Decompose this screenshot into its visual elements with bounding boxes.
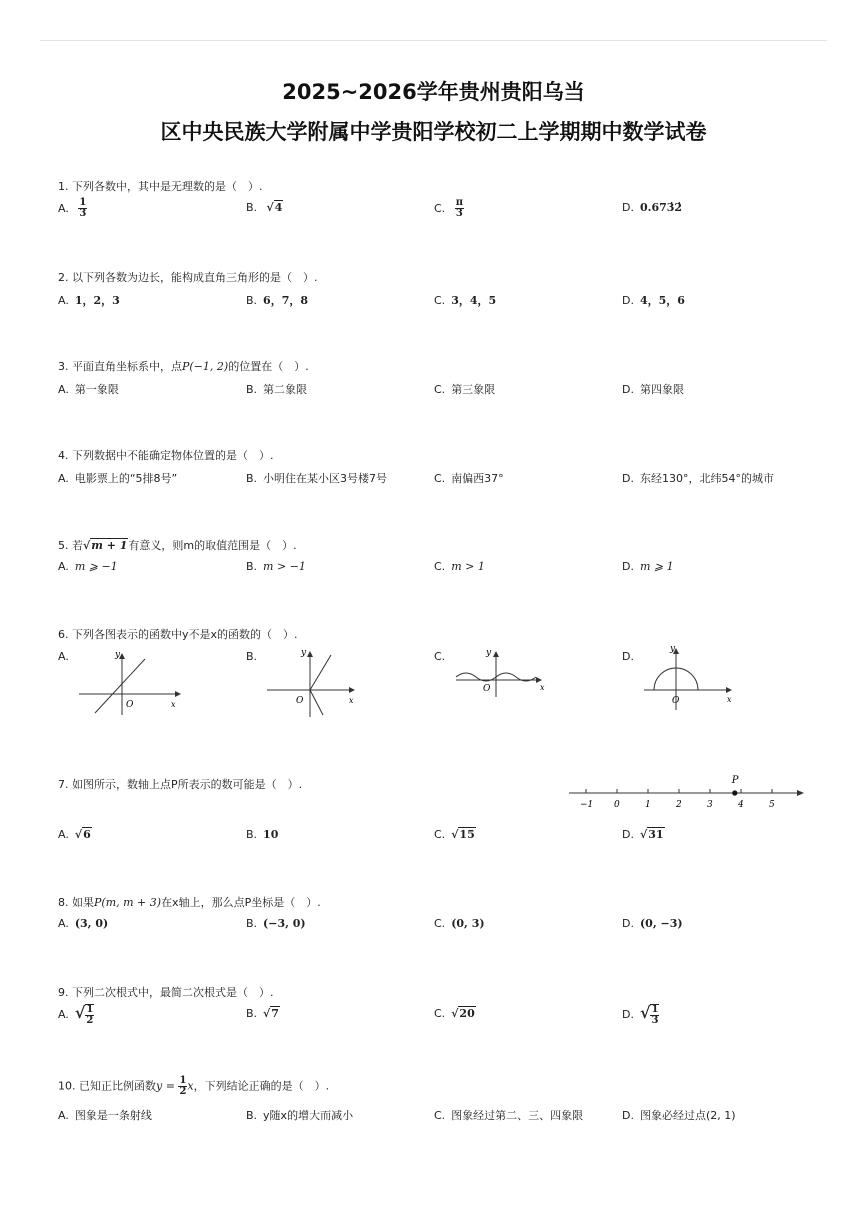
q10-option-d: D. 图象必经过点(2, 1) <box>622 1109 736 1122</box>
origin-label: O <box>672 696 680 706</box>
y-label: y <box>301 648 307 658</box>
function-branch-lower <box>310 690 323 715</box>
number-line-tick-label: 5 <box>769 800 775 810</box>
q9-option-a: A. √ $\frac{1}{2}$ <box>58 1003 94 1026</box>
exam-title-line2: 区中央民族大学附属中学贵阳学校初二上学期期中数学试卷 <box>160 120 707 144</box>
x-axis-arrow <box>726 687 732 693</box>
q5-option-d: D. m ⩾ 1 <box>622 560 674 573</box>
q9-option-b: B. √7 <box>246 1007 279 1020</box>
question-5-stem: 5. 若√m + 1有意义，则m的取值范围是（ ）. <box>58 539 297 552</box>
q9-option-d: D. √ $\frac{1}{3}$ <box>622 1003 659 1026</box>
question-2-stem: 2. 以下列各数为边长，能构成直角三角形的是（ ）. <box>58 271 318 284</box>
q2-option-a: A. 1，2，3 <box>58 294 120 307</box>
q7-option-d: D. √31 <box>622 828 664 841</box>
origin-label: O <box>296 696 304 706</box>
q6-graph-d <box>640 642 750 712</box>
function-line <box>95 659 145 713</box>
question-6-stem: 6. 下列各图表示的函数中y不是x的函数的（ ）. <box>58 628 298 641</box>
question-7-stem: 7. 如图所示，数轴上点P所表示的数可能是（ ）. <box>58 778 303 791</box>
question-9-stem: 9. 下列二次根式中，最简二次根式是（ ）. <box>58 986 274 999</box>
question-8-stem: 8. 如果P(m, m + 3)在x轴上，那么点P坐标是（ ）. <box>58 896 321 909</box>
number-line-tick-label: 2 <box>676 800 682 810</box>
q5-option-a: A. m ⩾ −1 <box>58 560 118 573</box>
q7-option-c: C. √15 <box>434 828 475 841</box>
point-p <box>732 790 737 795</box>
number-line-tick-label: 1 <box>645 800 651 810</box>
q4-option-c: C. 南偏西37° <box>434 472 504 485</box>
y-axis-arrow <box>493 651 499 657</box>
q6-option-c-label: C. <box>434 650 446 663</box>
q10-option-a: A. 图象是一条射线 <box>58 1109 152 1122</box>
q3-option-c: C. 第三象限 <box>434 383 496 396</box>
q8-option-b: B. (−3, 0) <box>246 917 306 930</box>
q3-option-a: A. 第一象限 <box>58 383 119 396</box>
fraction: $\frac{1}{3}$ <box>79 197 87 219</box>
q7-number-line <box>565 770 810 812</box>
question-3-stem: 3. 平面直角坐标系中，点P(−1, 2)的位置在（ ）. <box>58 360 309 373</box>
x-label: x <box>727 695 732 704</box>
q5-option-c: C. m > 1 <box>434 560 485 573</box>
q8-option-d: D. (0, −3) <box>622 917 683 930</box>
y-label: y <box>670 644 676 654</box>
number-line-tick-label: −1 <box>580 800 594 810</box>
question-10-stem: 10. 已知正比例函数y = $\frac{1}{2}$ x，下列结论正确的是（ ）. <box>58 1075 330 1097</box>
q6-option-a-label: A. <box>58 650 69 663</box>
number-line-tick-label: 3 <box>707 800 713 810</box>
origin-label: O <box>483 684 491 694</box>
x-axis-arrow <box>175 691 181 697</box>
q7-option-a: A. √6 <box>58 828 91 841</box>
q1-option-c: C. $\frac{\pi}{3}$ <box>434 197 464 219</box>
question-4-stem: 4. 下列数据中不能确定物体位置的是（ ）. <box>58 449 274 462</box>
header-divider <box>40 40 827 41</box>
q10-option-c: C. 图象经过第二、三、四象限 <box>434 1109 584 1122</box>
q6-option-b-label: B. <box>246 650 258 663</box>
q8-option-a: A. (3, 0) <box>58 917 109 930</box>
q6-graph-c <box>452 645 562 700</box>
number-line-tick-label: 4 <box>738 800 744 810</box>
function-branch-upper <box>310 655 331 690</box>
q6-option-d-label: D. <box>622 650 634 663</box>
x-label: x <box>171 700 176 709</box>
fraction: $\frac{\pi}{3}$ <box>455 197 464 219</box>
number-line-tick-label: 0 <box>614 800 620 810</box>
q3-option-b: B. 第二象限 <box>246 383 308 396</box>
q6-graph-a <box>75 645 185 720</box>
x-axis-arrow <box>349 687 355 693</box>
x-label: x <box>349 696 354 705</box>
number-line-arrow <box>797 790 804 796</box>
origin-label: O <box>126 700 134 710</box>
q1-option-b: B. √4 <box>246 201 283 214</box>
q3-option-d: D. 第四象限 <box>622 383 684 396</box>
q5-option-b: B. m > −1 <box>246 560 306 573</box>
q10-option-b: B. y随x的增大而减小 <box>246 1109 354 1122</box>
q1-option-a: A. $\frac{1}{3}$ <box>58 197 87 219</box>
q2-option-d: D. 4，5，6 <box>622 294 685 307</box>
q1-option-d: D. 0.673̇2̇ <box>622 201 683 214</box>
q8-option-c: C. (0, 3) <box>434 917 485 930</box>
exam-title-line1: 2025~2026学年贵州贵阳乌当 <box>282 80 585 104</box>
q4-option-b: B. 小明住在某小区3号楼7号 <box>246 472 388 485</box>
q9-option-c: C. √20 <box>434 1007 475 1020</box>
question-1-stem: 1. 下列各数中，其中是无理数的是（ ）. <box>58 180 263 193</box>
q7-option-b: B. 10 <box>246 828 279 841</box>
q6-graph-b <box>263 645 373 720</box>
point-p-label: P <box>731 775 739 786</box>
q2-option-b: B. 6，7，8 <box>246 294 309 307</box>
y-label: y <box>115 650 121 660</box>
y-label: y <box>486 648 492 658</box>
q4-option-a: A. 电影票上的“5排8号” <box>58 472 178 485</box>
q4-option-d: D. 东经130°，北纬54°的城市 <box>622 472 774 485</box>
q2-option-c: C. 3，4，5 <box>434 294 497 307</box>
y-axis-arrow <box>307 651 313 657</box>
x-label: x <box>540 683 545 692</box>
